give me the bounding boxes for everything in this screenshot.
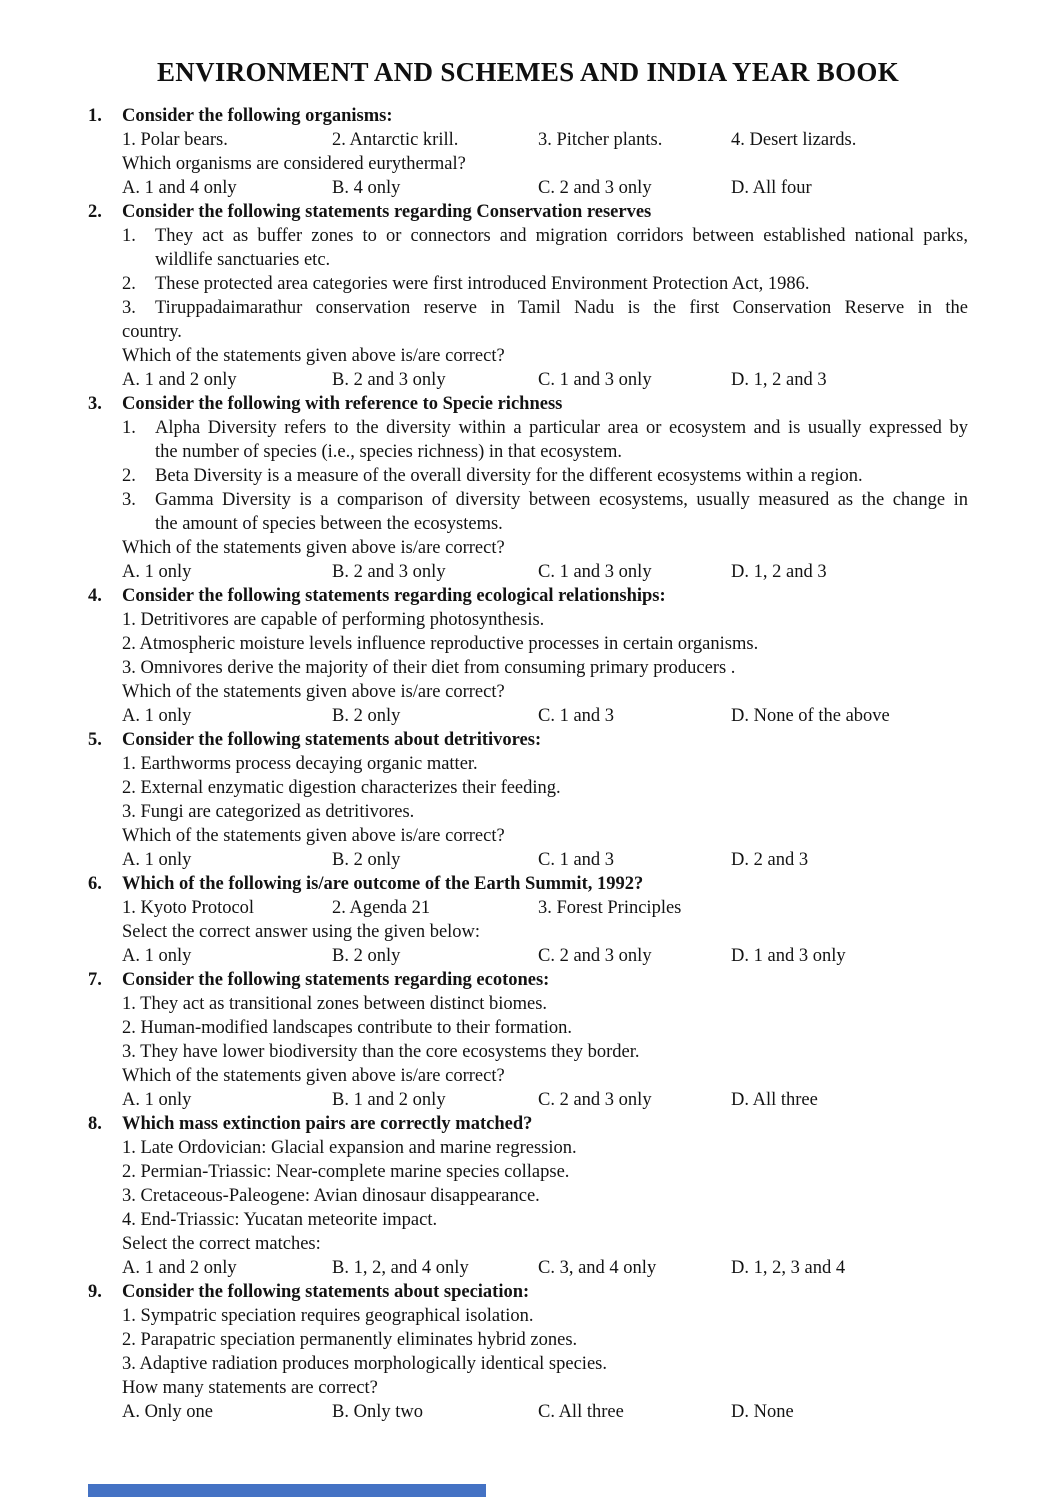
question-number: 5.: [88, 730, 102, 750]
option: A. Only one: [122, 1402, 213, 1422]
statement-text: These protected area categories were first introduced Environment Protection Act, 1986.: [155, 274, 810, 294]
statement: [122, 272, 968, 296]
option: C. 2 and 3 only: [538, 946, 652, 966]
options-row: [122, 176, 968, 200]
option: C. 1 and 3: [538, 850, 615, 870]
question-number: 2.: [88, 202, 102, 222]
question-line: Which of the statements given above is/are correct?: [122, 1066, 505, 1086]
question-body: [122, 392, 968, 584]
option: B. 2 only: [332, 706, 401, 726]
footer-bar: [88, 1484, 486, 1497]
options-row: [122, 1256, 968, 1280]
question-number: 6.: [88, 874, 102, 894]
items-row: [122, 128, 968, 152]
question-heading: Which mass extinction pairs are correctly matched?: [122, 1114, 533, 1134]
question-body: [122, 1112, 968, 1280]
option: C. 3, and 4 only: [538, 1258, 657, 1278]
question-body: [122, 728, 968, 872]
question-number: 3.: [88, 394, 102, 414]
option: B. 4 only: [332, 178, 401, 198]
question-body: [122, 872, 968, 968]
question-body: [122, 1280, 968, 1424]
inline-item: 4. Desert lizards.: [731, 130, 857, 150]
statement-text: They act as buffer zones to or connectors and migration corridors between established national parks,: [155, 226, 968, 246]
question: [88, 584, 968, 728]
question-line: 2. Permian-Triassic: Near-complete marine species collapse.: [122, 1162, 570, 1182]
question: [88, 872, 968, 968]
inline-item: 3. Forest Principles: [538, 898, 682, 918]
question-heading: Consider the following statements about speciation:: [122, 1282, 530, 1302]
question-line: Select the correct answer using the given below:: [122, 922, 481, 942]
question-body: [122, 200, 968, 392]
question-line: Which of the statements given above is/are correct?: [122, 538, 505, 558]
statement-continuation: wildlife sanctuaries etc.: [155, 250, 331, 270]
question: [88, 104, 968, 200]
option: B. 2 only: [332, 946, 401, 966]
inline-item: 3. Pitcher plants.: [538, 130, 663, 150]
option: D. None: [731, 1402, 794, 1422]
option: A. 1 only: [122, 706, 192, 726]
question-number: 9.: [88, 1282, 102, 1302]
question-line: 3. Fungi are categorized as detritivores.: [122, 802, 415, 822]
inline-item: 2. Antarctic krill.: [332, 130, 459, 150]
statement-number: 2.: [122, 274, 136, 294]
question-heading: Consider the following organisms:: [122, 106, 393, 126]
statement: [122, 224, 968, 248]
options-row: [122, 944, 968, 968]
statement-number: 3.: [122, 298, 136, 318]
question-line: 1. Sympatric speciation requires geographical isolation.: [122, 1306, 534, 1326]
statement-number: 1.: [122, 418, 136, 438]
options-row: [122, 1088, 968, 1112]
question: [88, 1112, 968, 1280]
question-line: 3. They have lower biodiversity than the core ecosystems they border.: [122, 1042, 640, 1062]
option: B. 2 and 3 only: [332, 562, 446, 582]
statement: [122, 464, 968, 488]
options-row: [122, 704, 968, 728]
inline-item: 2. Agenda 21: [332, 898, 431, 918]
option: D. 1 and 3 only: [731, 946, 846, 966]
option: A. 1 only: [122, 562, 192, 582]
question-line: 2. Atmospheric moisture levels influence reproductive processes in certain organisms.: [122, 634, 759, 654]
statement: [122, 488, 968, 512]
question-line: 3. Cretaceous-Paleogene: Avian dinosaur disappearance.: [122, 1186, 540, 1206]
statement-text: Alpha Diversity refers to the diversity within a particular area or ecosystem and is usually expressed by: [155, 418, 968, 438]
question-line: 3. Adaptive radiation produces morphologically identical species.: [122, 1354, 607, 1374]
options-row: [122, 368, 968, 392]
statement-number: 3.: [122, 490, 136, 510]
option: C. 2 and 3 only: [538, 178, 652, 198]
option: C. All three: [538, 1402, 624, 1422]
option: A. 1 and 2 only: [122, 1258, 237, 1278]
question-line: 2. Human-modified landscapes contribute to their formation.: [122, 1018, 573, 1038]
statement-continuation: the amount of species between the ecosystems.: [155, 514, 503, 534]
option: D. 1, 2 and 3: [731, 562, 827, 582]
question-line: country.: [122, 322, 182, 342]
page-title: ENVIRONMENT AND SCHEMES AND INDIA YEAR BOOK: [156, 57, 899, 87]
question-heading: Which of the following is/are outcome of the Earth Summit, 1992?: [122, 874, 644, 894]
question-body: [122, 584, 968, 728]
option: A. 1 only: [122, 946, 192, 966]
question-line: 1. Detritivores are capable of performing photosynthesis.: [122, 610, 545, 630]
question: [88, 968, 968, 1112]
question-line: 1. Late Ordovician: Glacial expansion and marine regression.: [122, 1138, 577, 1158]
option: B. 2 and 3 only: [332, 370, 446, 390]
statement: [122, 296, 968, 320]
question-line: 2. Parapatric speciation permanently eliminates hybrid zones.: [122, 1330, 578, 1350]
option: C. 1 and 3 only: [538, 370, 652, 390]
question-number: 7.: [88, 970, 102, 990]
option: D. 1, 2 and 3: [731, 370, 827, 390]
option: B. 1, 2, and 4 only: [332, 1258, 469, 1278]
question: [88, 200, 968, 392]
question-line: 1. They act as transitional zones between distinct biomes.: [122, 994, 548, 1014]
statement-number: 1.: [122, 226, 136, 246]
inline-item: 1. Kyoto Protocol: [122, 898, 255, 918]
option: A. 1 only: [122, 850, 192, 870]
question-line: 2. External enzymatic digestion characterizes their feeding.: [122, 778, 561, 798]
statement-continuation: the number of species (i.e., species richness) in that ecosystem.: [155, 442, 622, 462]
question-list: [88, 104, 968, 1424]
option: D. None of the above: [731, 706, 890, 726]
question-line: Select the correct matches:: [122, 1234, 321, 1254]
question-body: [122, 104, 968, 200]
question: [88, 1280, 968, 1424]
items-row: [122, 896, 968, 920]
option: C. 2 and 3 only: [538, 1090, 652, 1110]
question-heading: Consider the following statements regarding ecological relationships:: [122, 586, 666, 606]
question-heading: Consider the following statements about detritivores:: [122, 730, 542, 750]
option: A. 1 and 4 only: [122, 178, 237, 198]
statement-number: 2.: [122, 466, 136, 486]
option: B. 2 only: [332, 850, 401, 870]
question-heading: Consider the following statements regarding Conservation reserves: [122, 202, 652, 222]
question: [88, 392, 968, 584]
question-number: 4.: [88, 586, 102, 606]
question-number: 1.: [88, 106, 102, 126]
question-heading: Consider the following statements regarding ecotones:: [122, 970, 550, 990]
option: A. 1 only: [122, 1090, 192, 1110]
question-body: [122, 968, 968, 1112]
option: C. 1 and 3: [538, 706, 615, 726]
question-line: Which of the statements given above is/are correct?: [122, 682, 505, 702]
option: D. 1, 2, 3 and 4: [731, 1258, 846, 1278]
option: B. 1 and 2 only: [332, 1090, 446, 1110]
option: A. 1 and 2 only: [122, 370, 237, 390]
statement-text: Beta Diversity is a measure of the overall diversity for the different ecosystems within a region.: [155, 466, 863, 486]
statement-text: Gamma Diversity is a comparison of diversity between ecosystems, usually measured as the change in: [155, 490, 968, 510]
options-row: [122, 1400, 968, 1424]
option: D. All four: [731, 178, 812, 198]
question-heading: Consider the following with reference to Specie richness: [122, 394, 563, 414]
question-line: Which of the statements given above is/are correct?: [122, 826, 505, 846]
options-row: [122, 848, 968, 872]
statement-text: Tiruppadaimarathur conservation reserve in Tamil Nadu is the first Conservation Reserve in the: [155, 298, 968, 318]
question-line: Which organisms are considered eurythermal?: [122, 154, 466, 174]
question-line: How many statements are correct?: [122, 1378, 378, 1398]
option: B. Only two: [332, 1402, 423, 1422]
question-line: 3. Omnivores derive the majority of their diet from consuming primary producers .: [122, 658, 736, 678]
option: D. All three: [731, 1090, 818, 1110]
inline-item: 1. Polar bears.: [122, 130, 228, 150]
option: D. 2 and 3: [731, 850, 809, 870]
question-line: 1. Earthworms process decaying organic matter.: [122, 754, 478, 774]
question: [88, 728, 968, 872]
statement: [122, 416, 968, 440]
options-row: [122, 560, 968, 584]
option: C. 1 and 3 only: [538, 562, 652, 582]
question-number: 8.: [88, 1114, 102, 1134]
question-line: 4. End-Triassic: Yucatan meteorite impact.: [122, 1210, 438, 1230]
question-line: Which of the statements given above is/are correct?: [122, 346, 505, 366]
